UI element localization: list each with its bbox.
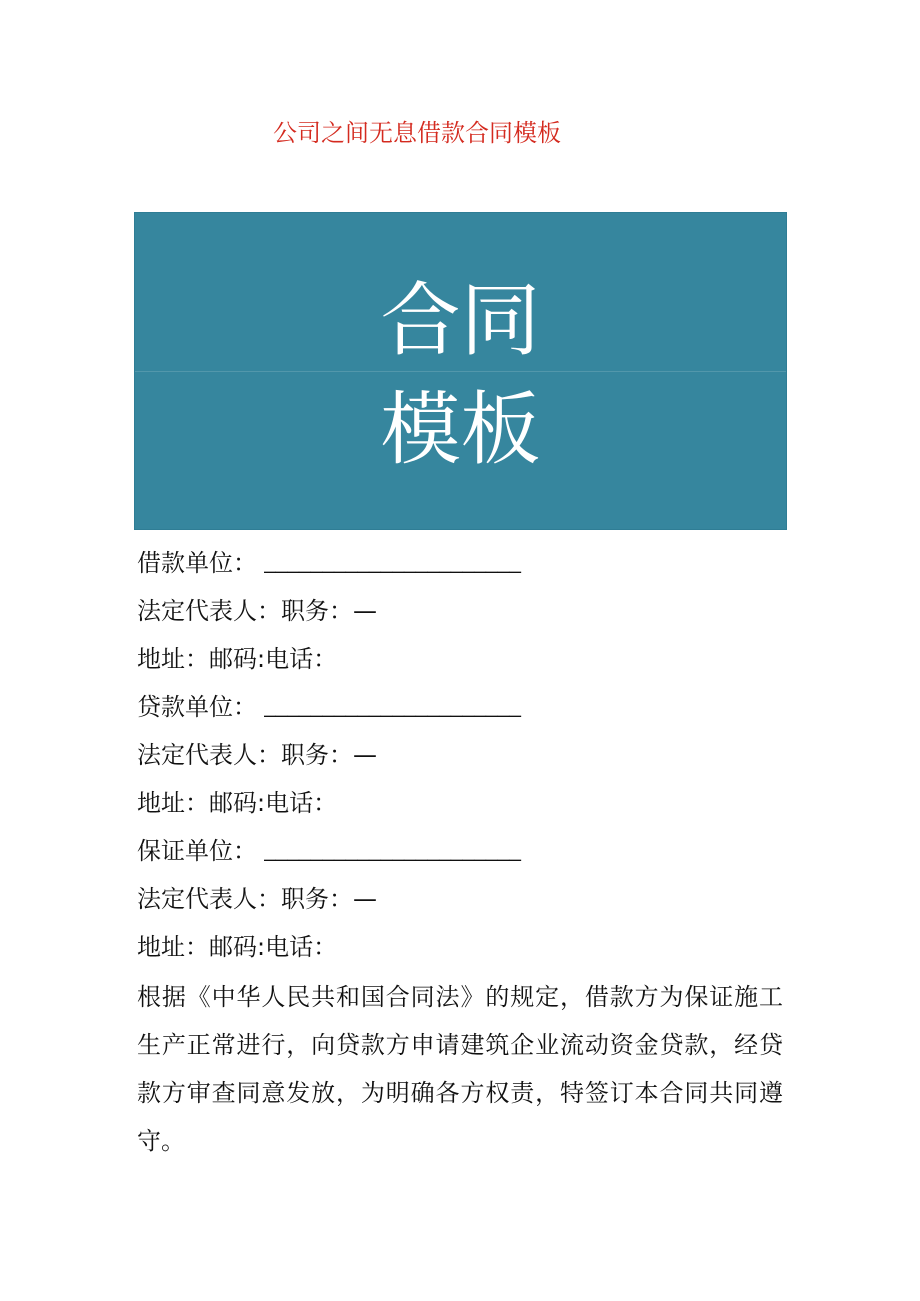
borrower-address-line: 地址：邮码:电话： bbox=[137, 645, 338, 673]
guarantor-address-line: 地址：邮码:电话： bbox=[137, 933, 338, 961]
guarantor-unit-blank: ______________________ bbox=[264, 839, 521, 862]
guarantor-representative-line: 法定代表人：职务：— bbox=[137, 885, 377, 913]
lender-unit-label: 贷款单位： bbox=[137, 693, 257, 721]
preamble-line: 款方审查同意发放，为明确各方权责，特签订本合同共同遵 bbox=[137, 1079, 783, 1107]
lender-representative-line: 法定代表人：职务：— bbox=[137, 741, 377, 769]
borrower-unit-blank: ______________________ bbox=[264, 551, 521, 574]
guarantor-unit-row bbox=[137, 827, 783, 875]
party-section-guarantor bbox=[137, 827, 783, 971]
document-title: 公司之间无息借款合同模板 bbox=[273, 119, 561, 147]
borrower-unit-label: 借款单位： bbox=[137, 549, 257, 577]
banner-title-line-1: 合同 bbox=[380, 274, 541, 367]
banner-title-line-2: 模板 bbox=[380, 383, 541, 476]
borrower-representative-line: 法定代表人：职务：— bbox=[137, 597, 377, 625]
lender-unit-blank: ______________________ bbox=[264, 695, 521, 718]
preamble-line: 守。 bbox=[137, 1127, 185, 1155]
borrower-unit-row bbox=[137, 539, 783, 587]
preamble-line: 根据《中华人民共和国合同法》的规定，借款方为保证施工 bbox=[137, 983, 783, 1011]
party-section-borrower bbox=[137, 539, 783, 683]
title-banner bbox=[134, 212, 787, 530]
lender-address-line: 地址：邮码:电话： bbox=[137, 789, 338, 817]
party-section-lender bbox=[137, 683, 783, 827]
preamble-line: 生产正常进行，向贷款方申请建筑企业流动资金贷款，经贷 bbox=[137, 1031, 783, 1059]
preamble-paragraph bbox=[137, 973, 783, 1165]
guarantor-unit-label: 保证单位： bbox=[137, 837, 257, 865]
contract-body bbox=[137, 539, 783, 1165]
lender-unit-row bbox=[137, 683, 783, 731]
banner-divider bbox=[135, 371, 786, 372]
